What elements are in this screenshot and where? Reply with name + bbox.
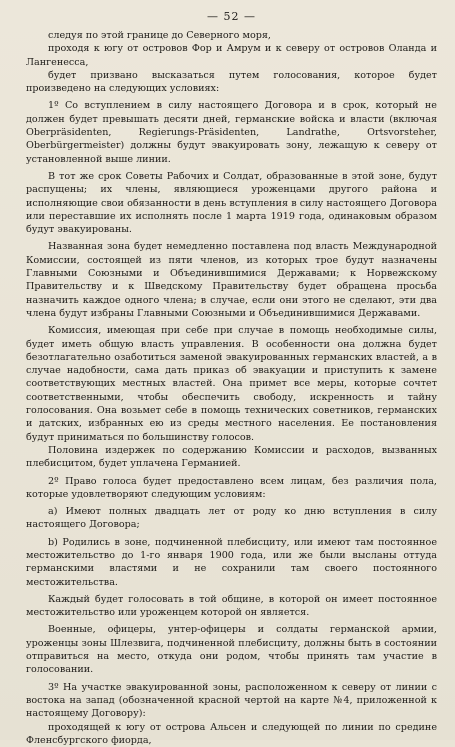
paragraph: следуя по этой границе до Северного моря, bbox=[48, 30, 271, 41]
paragraph: a) Имеют полных двадцать лет от роду ко дню вступления в силу настоящего Договора; bbox=[26, 506, 437, 531]
paragraph: Каждый будет голосовать в той общине, в которой он имеет постоянное местожительство или уроженцем которой он является. bbox=[26, 593, 437, 619]
page-number: — 52 — bbox=[207, 10, 256, 23]
paragraph: 1º Со вступлением в силу настоящего Договора и в срок, который не должен будет превышать десяти дней, германские войска и власти (включая Oberpräsidenten, Regierungs-Präsidenten, Landrathe, Ortsvorsteher, Oberbürgermeister) должны будут эвакуировать зону, лежащую к северу от установленной выше линии. bbox=[26, 100, 437, 165]
paragraph: будет призвано высказаться путем голосования, которое будет произведено на следующих условиях: bbox=[26, 69, 437, 95]
paragraph: Названная зона будет немедленно поставлена под власть Международной Комиссии, состоящей из пяти членов, из которых трое будут назначены Главными Союзными и Объединившимися Державами; к Норвежскому Правительству и к Шведскому Правительству будет обращена просьба назначить каждое одного члена; в случае, если они этого не сделают, эти два члена будут избраны Главными Союзными и Объединившимися Державами. bbox=[26, 241, 437, 319]
paragraph: проходящей к югу от острова Альсен и следующей по линии по средине Фленсбургского фиорда, bbox=[26, 721, 437, 746]
paragraph: 3º На участке эвакуированной зоны, расположенном к северу от линии с востока на запад (обозначенной красной чертой на карте №4, приложенной к настоящему Договору): bbox=[26, 681, 437, 720]
paragraph: b) Родились в зоне, подчиненной плебисциту, или имеют там постоянное местожительство до 1-го января 1900 года, или же были высланы оттуда германскими властями и не сохранили там своего постоянного местожительства. bbox=[26, 536, 437, 588]
paragraph: Военные, офицеры, унтер-офицеры и солдаты германской армии, уроженцы зоны Шлезвига, подчиненной плебисциту, должны быть в состоянии отправиться на место, откуда они родом, чтобы принять там участие в голосовании. bbox=[26, 624, 437, 676]
paragraph: проходя к югу от островов Фор и Амрум и к северу от островов Оланда и Лангенесса, bbox=[26, 43, 437, 68]
paragraph: Комиссия, имеющая при себе при случае в помощь необходимые силы, будет иметь общую власть управления. В особенности она должна будет безотлагательно озаботиться заменой эвакуированных германских властей, а в случае надобности, сама дать приказ об эвакуации и приступить к замене соответствующих местных властей. Она примет все меры, которые сочтет соответственными, чтобы обеспечить свободу, искренность и тайну голосования. Она возьмет себе в помощь технических советников, германских и датских, избранных ею из среды местного населения. Ее постановления будут приниматься по большинству голосов. bbox=[26, 325, 437, 443]
paragraph: В тот же срок Советы Рабочих и Солдат, образованные в этой зоне, будут распущены; их члены, являющиеся уроженцами другого района и исполняющие свои обязанности в день вступления в силу настоящего Договора или переставшие их исполнять после 1 марта 1919 года, одинаковым образом будут эвакуированы. bbox=[26, 170, 437, 236]
document-body bbox=[26, 29, 437, 747]
paragraph: 2º Право голоса будет предоставлено всем лицам, без различия пола, которые удовлетворяют следующим условиям: bbox=[26, 475, 437, 500]
paragraph: Половина издержек по содержанию Комиссии и расходов, вызванных плебисцитом, будет уплачена Германией. bbox=[26, 444, 437, 470]
